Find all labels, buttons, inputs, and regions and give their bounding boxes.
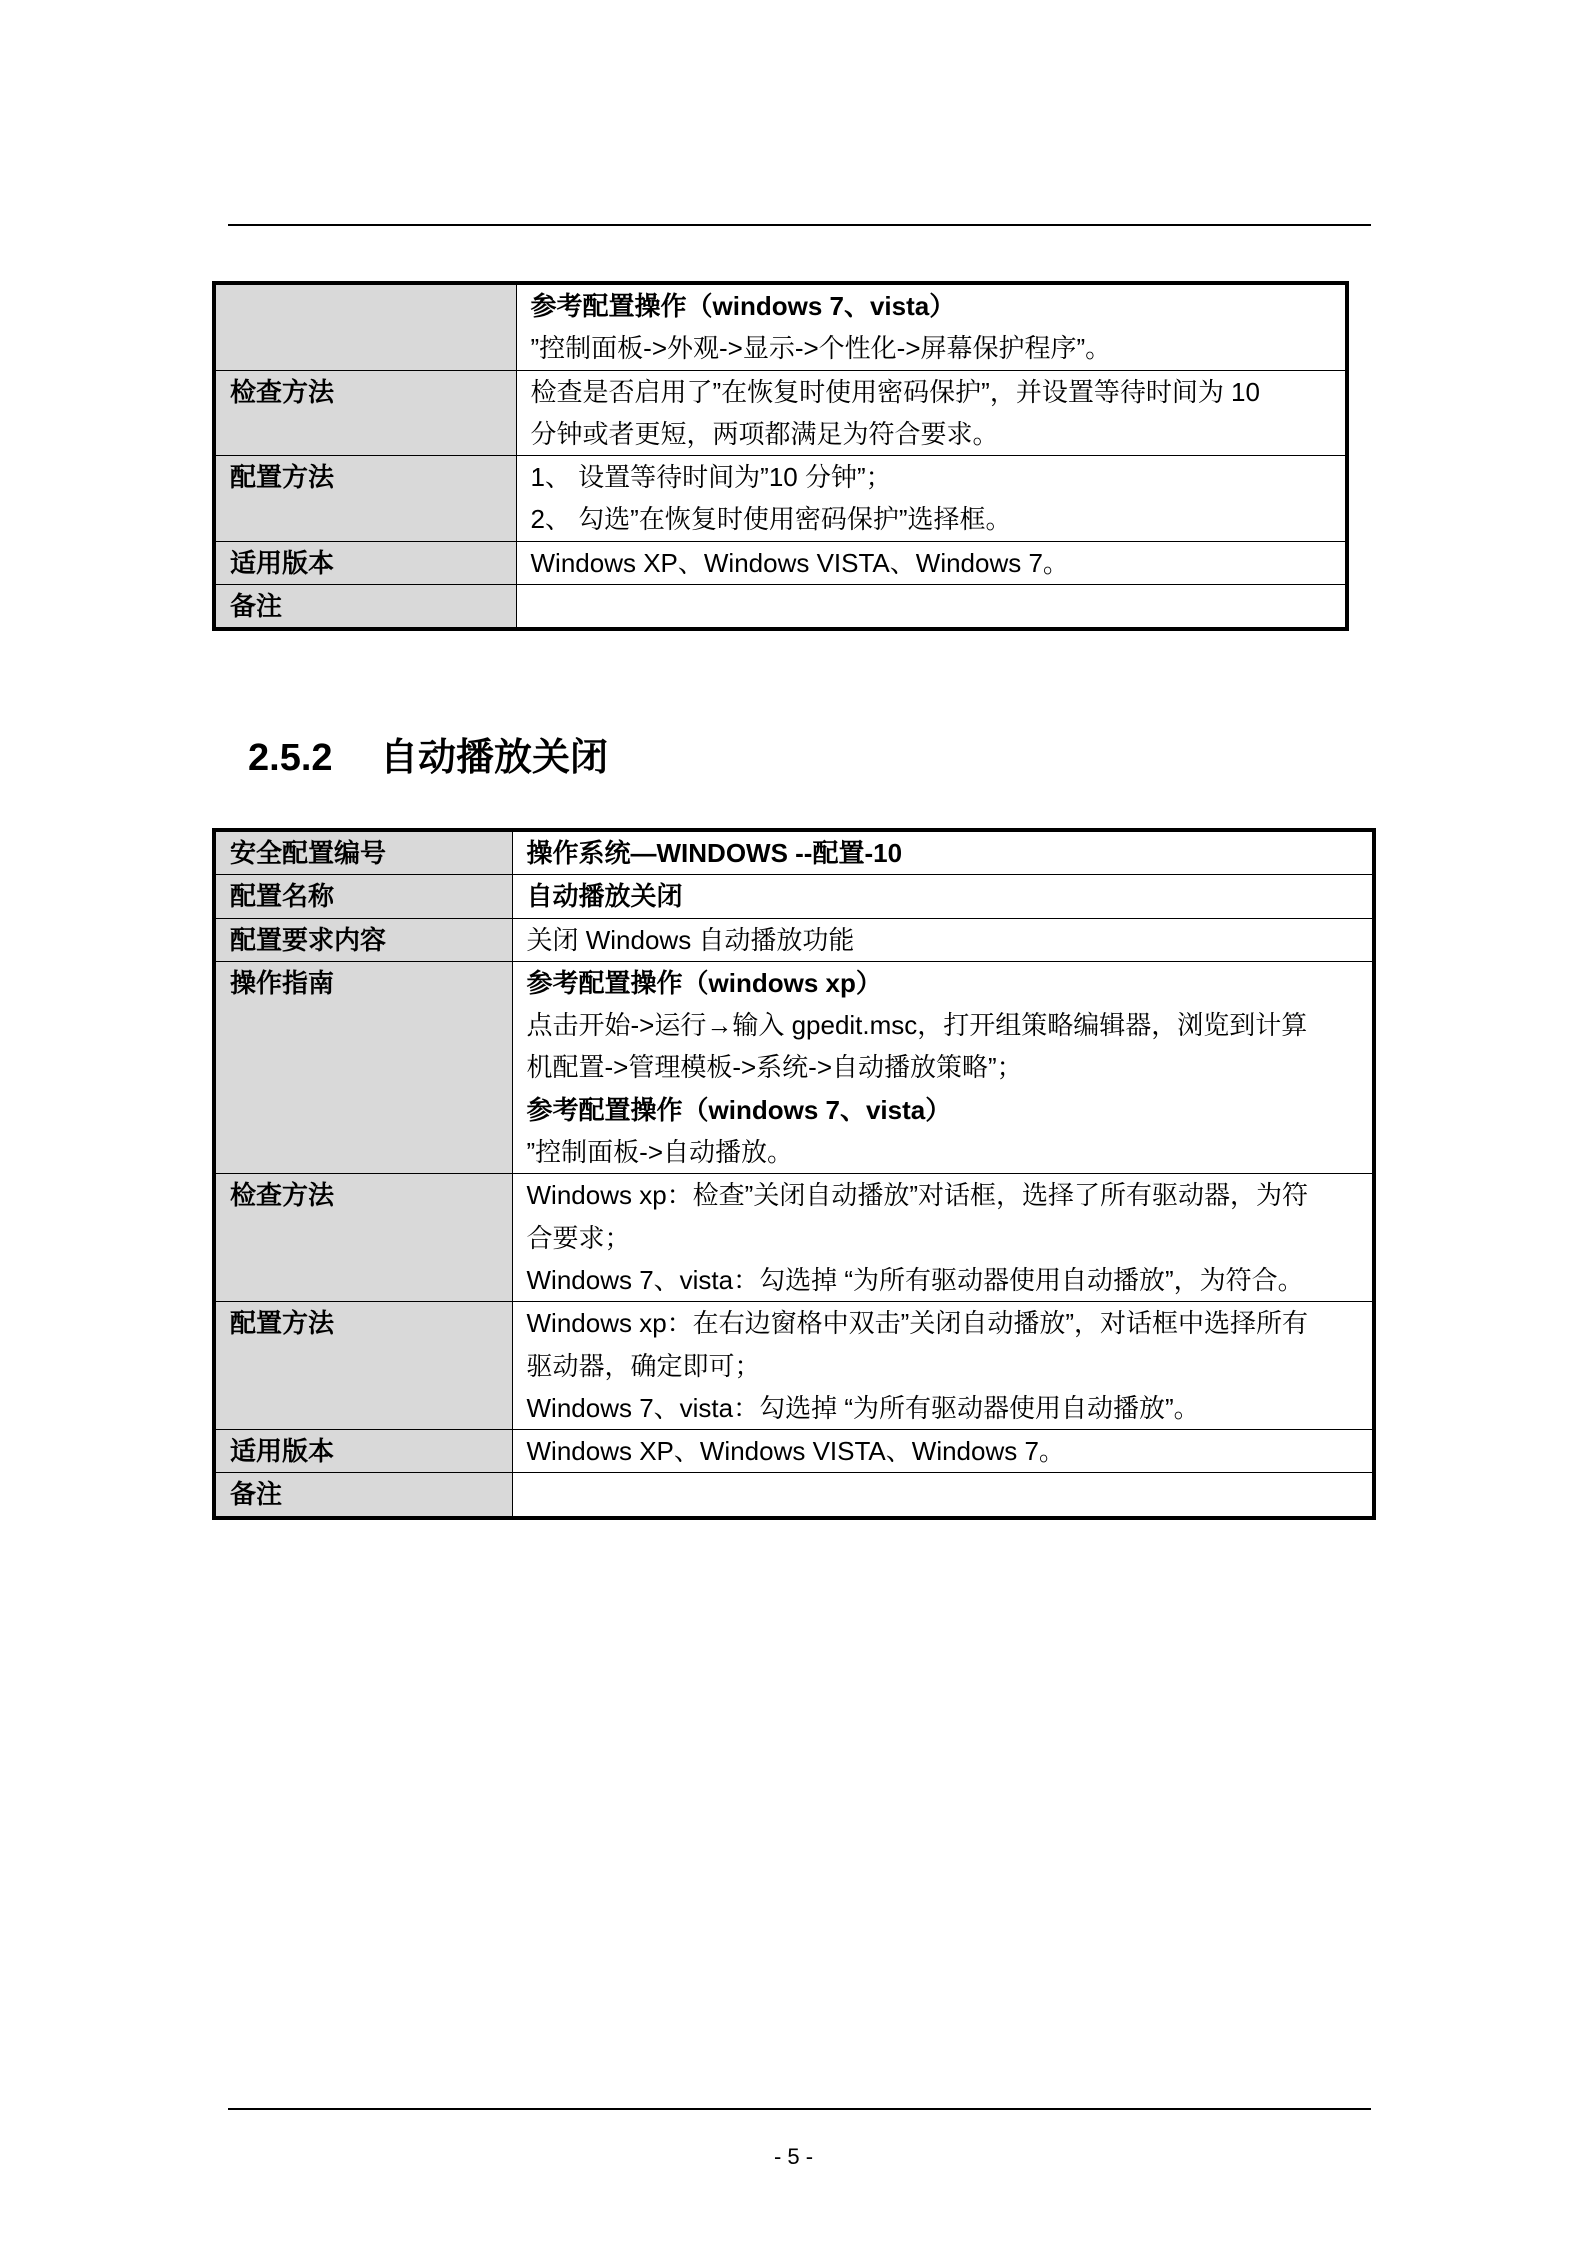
row-value — [512, 918, 1374, 961]
footer-rule — [228, 2108, 1371, 2110]
row-key: 配置方法 — [214, 1302, 512, 1430]
row-value — [516, 456, 1347, 542]
value-line: 1、 设置等待时间为”10 分钟”； — [530, 462, 892, 493]
config-name: 自动播放关闭 — [526, 881, 683, 912]
table-row — [214, 283, 1347, 370]
table-row — [214, 1174, 1374, 1302]
table-row — [214, 918, 1374, 961]
section-heading — [248, 734, 608, 782]
section-number: 2.5.2 — [248, 737, 333, 779]
row-value — [512, 961, 1374, 1173]
value-line: Windows xp：在右边窗格中双击”关闭自动播放”，对话框中选择所有 — [526, 1308, 1308, 1339]
row-value — [516, 283, 1347, 370]
page-number: - 5 - — [773, 2144, 814, 2169]
row-key: 检查方法 — [214, 1174, 512, 1302]
value-line: ”控制面板->外观->显示->个性化->屏幕保护程序”。 — [530, 333, 1112, 364]
table-row — [214, 961, 1374, 1173]
row-value — [516, 541, 1347, 584]
value-line: ”控制面板->自动播放。 — [526, 1137, 794, 1168]
row-value — [516, 585, 1347, 630]
row-value — [512, 1302, 1374, 1430]
value-line: Windows XP、Windows VISTA、Windows 7。 — [526, 1436, 1065, 1467]
table-row — [214, 830, 1374, 875]
value-line — [527, 1473, 1361, 1515]
reference-op-heading: 参考配置操作（windows 7、vista） — [526, 1094, 952, 1125]
config-table-continued — [212, 281, 1349, 631]
row-value — [512, 1473, 1374, 1518]
section-title: 自动播放关闭 — [380, 737, 609, 779]
value-line: 点击开始->运行→输入 gpedit.msc，打开组策略编辑器，浏览到计算 — [526, 1010, 1308, 1041]
config-table-autoplay — [212, 828, 1376, 1520]
value-line: 2、 勾选”在恢复时使用密码保护”选择框。 — [530, 504, 1012, 535]
value-line: Windows 7、vista：勾选掉 “为所有驱动器使用自动播放”。 — [526, 1392, 1200, 1423]
value-line: 检查是否启用了”在恢复时使用密码保护”，并设置等待时间为 10 — [530, 376, 1260, 407]
row-key: 安全配置编号 — [214, 830, 512, 875]
row-key: 备注 — [214, 1473, 512, 1518]
value-line — [531, 585, 1334, 627]
value-line: 机配置->管理模板->系统->自动播放策略”； — [526, 1052, 1023, 1083]
row-key: 适用版本 — [214, 1430, 512, 1473]
reference-op-heading: 参考配置操作（windows xp） — [526, 967, 882, 998]
value-line: Windows 7、vista：勾选掉 “为所有驱动器使用自动播放”，为符合。 — [526, 1264, 1304, 1295]
table-row — [214, 456, 1347, 542]
table-row — [214, 585, 1347, 630]
table-row — [214, 1473, 1374, 1518]
table-row — [214, 875, 1374, 918]
row-key: 适用版本 — [214, 541, 516, 584]
header-rule — [228, 224, 1371, 226]
row-value — [512, 875, 1374, 918]
row-key: 备注 — [214, 585, 516, 630]
row-key: 配置名称 — [214, 875, 512, 918]
value-line: 合要求； — [526, 1222, 631, 1253]
row-key: 配置方法 — [214, 456, 516, 542]
value-line: 驱动器，确定即可； — [526, 1350, 761, 1381]
row-value — [512, 830, 1374, 875]
row-key: 配置要求内容 — [214, 918, 512, 961]
config-id: 操作系统—WINDOWS --配置-10 — [526, 838, 903, 868]
table-row — [214, 1302, 1374, 1430]
row-value — [512, 1174, 1374, 1302]
row-key: 检查方法 — [214, 370, 516, 456]
value-line: 关闭 Windows 自动播放功能 — [526, 924, 855, 955]
value-line: Windows XP、Windows VISTA、Windows 7。 — [530, 547, 1069, 578]
table-row — [214, 370, 1347, 456]
value-line: Windows xp：检查”关闭自动播放”对话框，选择了所有驱动器，为符 — [526, 1180, 1308, 1211]
table-row — [214, 541, 1347, 584]
reference-op-heading: 参考配置操作（windows 7、vista） — [530, 291, 956, 321]
value-line: 分钟或者更短，两项都满足为符合要求。 — [530, 418, 999, 449]
row-value — [512, 1430, 1374, 1473]
row-value — [516, 370, 1347, 456]
row-key: 操作指南 — [214, 961, 512, 1173]
row-key — [214, 283, 516, 370]
table-row — [214, 1430, 1374, 1473]
